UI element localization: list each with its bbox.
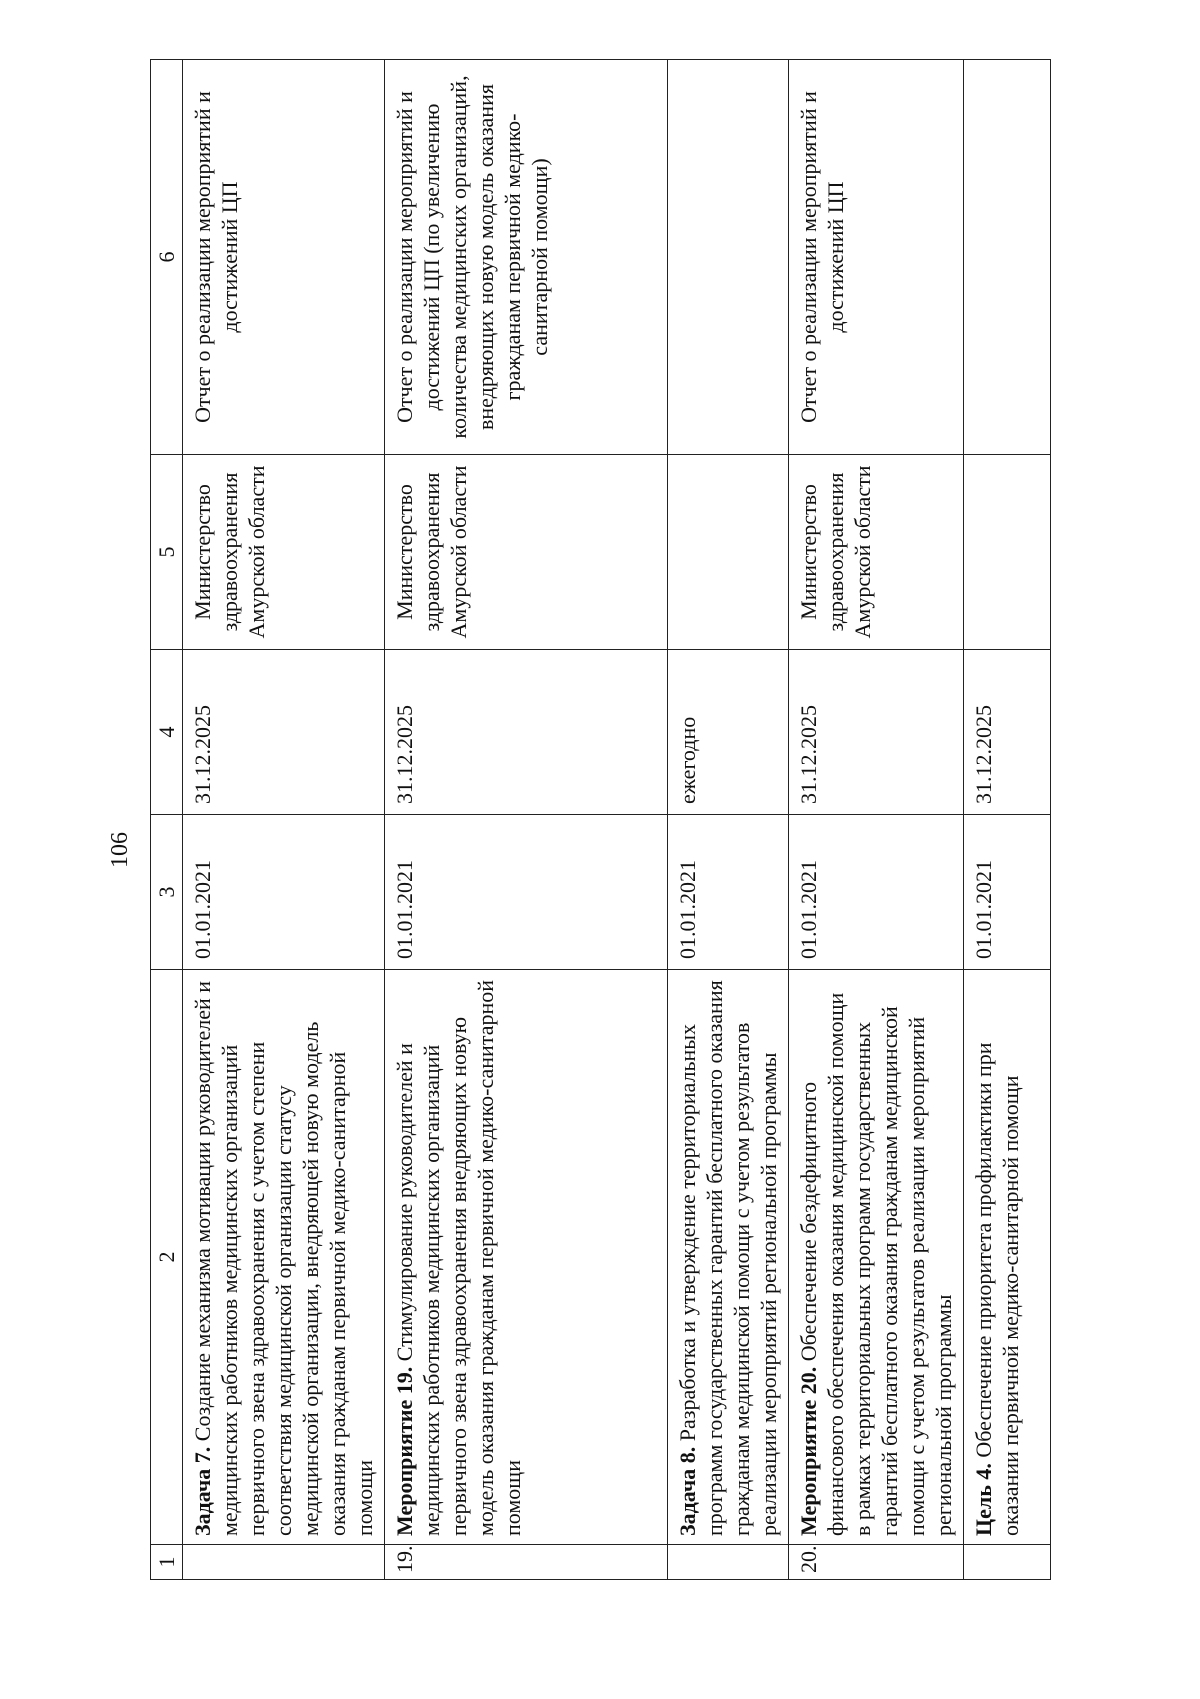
activity-title-bold: Задача 8. [675, 1446, 700, 1536]
activity-title-bold: Цель 4. [971, 1463, 996, 1536]
activity-description [789, 970, 964, 1545]
start-date: 01.01.2021 [668, 815, 789, 970]
start-date: 01.01.2021 [183, 815, 385, 970]
start-date: 01.01.2021 [789, 815, 964, 970]
row-number: 20. [789, 1545, 964, 1580]
program-activities-table [150, 59, 1051, 1580]
end-date: 31.12.2025 [789, 650, 964, 815]
activity-text: Обеспечение бездефицитного финансового обеспечения оказания медицинской помощи в рамках территориальных программ государственных гарантий бесплатного оказания гражданам медицинской помощи с учетом результатов реализации мероприятий региональной программы [796, 992, 956, 1536]
expected-result [964, 60, 1051, 455]
header-col-4: 4 [151, 650, 183, 815]
header-col-2: 2 [151, 970, 183, 1545]
end-date: ежегодно [668, 650, 789, 815]
end-date: 31.12.2025 [183, 650, 385, 815]
expected-result: Отчет о реализации мероприятий и достижений ЦП [789, 60, 964, 455]
executor: Министерство здравоохранения Амурской области [183, 455, 385, 650]
executor [964, 455, 1051, 650]
activity-description [964, 970, 1051, 1545]
activity-title-bold: Задача 7. [190, 1446, 215, 1536]
end-date: 31.12.2025 [964, 650, 1051, 815]
table-row [385, 60, 668, 1580]
end-date: 31.12.2025 [385, 650, 668, 815]
activity-text: Создание механизма мотивации руководителей и медицинских работников медицинских организаций первичного звена здравоохранения с учетом степени соответствия медицинской организации статусу медицинской организации, внедряющей новую модель оказания гражданам первичной медико-санитарной помощи [190, 980, 377, 1536]
activity-text: Обеспечение приоритета профилактики при оказании первичной медико-санитарной помощи [971, 1042, 1023, 1536]
header-col-5: 5 [151, 455, 183, 650]
rotated-table-container [150, 60, 1030, 1580]
page-number: 106 [107, 832, 133, 868]
activity-description [385, 970, 668, 1545]
executor [668, 455, 789, 650]
header-col-1: 1 [151, 1545, 183, 1580]
executor: Министерство здравоохранения Амурской области [789, 455, 964, 650]
start-date: 01.01.2021 [385, 815, 668, 970]
expected-result [668, 60, 789, 455]
table-row [964, 60, 1051, 1580]
row-number: 19. [385, 1545, 668, 1580]
executor: Министерство здравоохранения Амурской области [385, 455, 668, 650]
activity-description [668, 970, 789, 1545]
activity-text: Стимулирование руководителей и медицинских работников медицинских организаций первичного звена здравоохранения внедряющих новую модель оказания гражданам первичной медико-санитарной помощи [392, 979, 525, 1536]
table-header-row [151, 60, 183, 1580]
row-number [183, 1545, 385, 1580]
expected-result: Отчет о реализации мероприятий и достижений ЦП [183, 60, 385, 455]
table-row [183, 60, 385, 1580]
expected-result: Отчет о реализации мероприятий и достижений ЦП (по увеличению количества медицинских организаций, внедряющих новую модель оказания гражданам первичной медико-санитарной помощи) [385, 60, 668, 455]
activity-text: Разработка и утверждение территориальных программ государственных гарантий бесплатного оказания гражданам медицинской помощи с учетом результатов реализации мероприятий региональной программы [675, 980, 781, 1536]
activity-description [183, 970, 385, 1545]
table-row [668, 60, 789, 1580]
row-number [668, 1545, 789, 1580]
header-col-6: 6 [151, 60, 183, 455]
activity-title-bold: Мероприятие 20. [796, 1366, 821, 1536]
table-row [789, 60, 964, 1580]
header-col-3: 3 [151, 815, 183, 970]
row-number [964, 1545, 1051, 1580]
start-date: 01.01.2021 [964, 815, 1051, 970]
activity-title-bold: Мероприятие 19. [392, 1366, 417, 1536]
